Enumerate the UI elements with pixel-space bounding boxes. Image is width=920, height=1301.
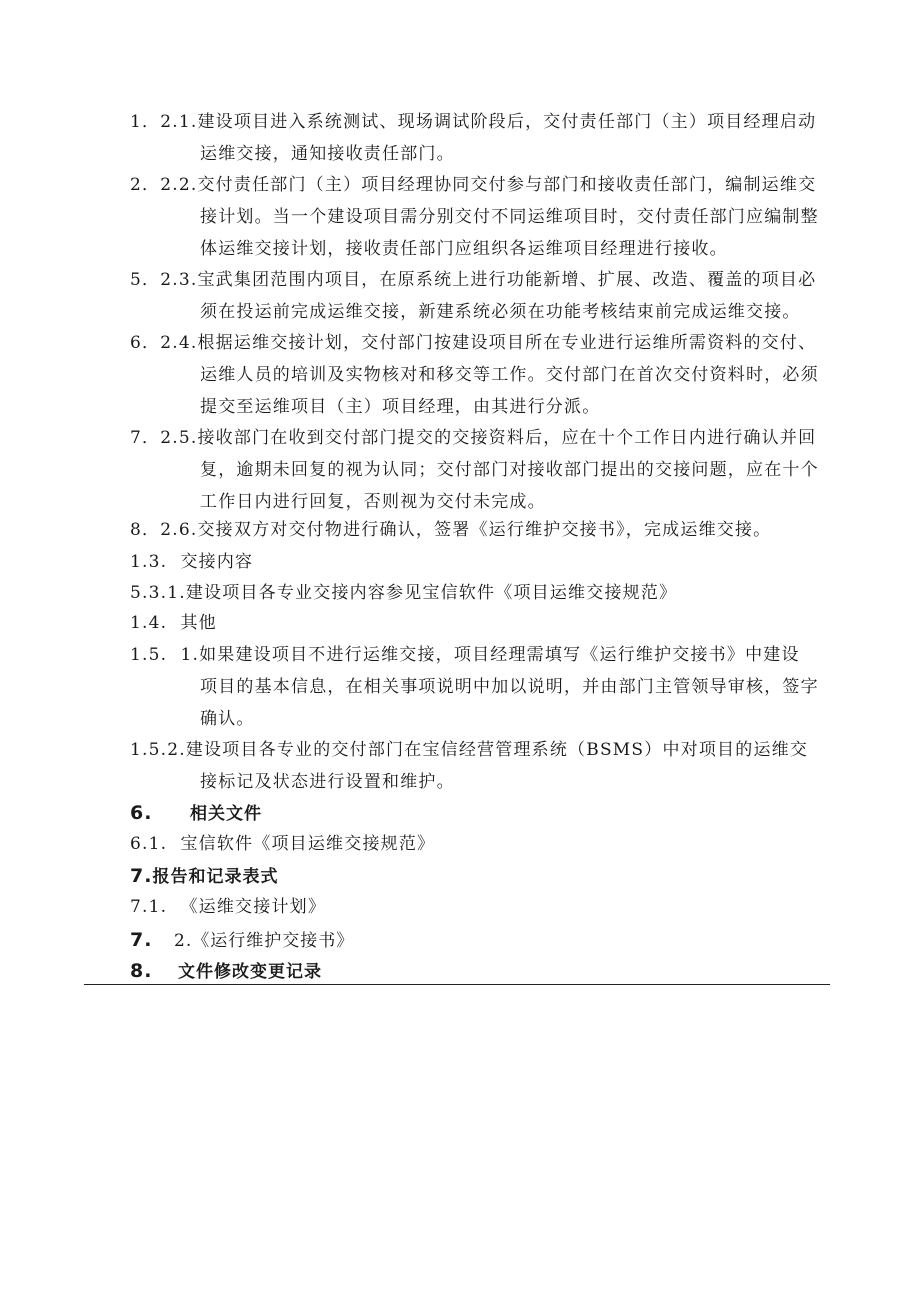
- heading-number: 7.: [130, 865, 153, 887]
- clause-text-line: 须在投运前完成运维交接，新建系统必须在功能考核结束前完成运维交接。: [200, 302, 801, 322]
- section-number: 1.3.: [130, 552, 168, 572]
- clause-2-2: [130, 169, 842, 265]
- clause-text-line: 建设项目各专业交接内容参见宝信软件《项目运维交接规范》: [185, 583, 678, 603]
- clause-text-line: 确认。: [200, 709, 255, 729]
- clause-number: 7．2.5.: [130, 428, 198, 448]
- section-7-1: [130, 891, 842, 923]
- heading-number: 6.: [130, 802, 153, 824]
- heading-number: 7.: [130, 929, 153, 951]
- clause-2-4: [130, 327, 842, 423]
- clause-2-3: [130, 264, 842, 328]
- clause-2-5: [130, 422, 842, 518]
- clause-text-line: 接标记及状态进行设置和维护。: [200, 772, 455, 792]
- clause-number: 2．2.2.: [130, 175, 198, 195]
- section-title: 宝信软件《项目运维交接规范》: [167, 834, 436, 854]
- heading-title: 文件修改变更记录: [178, 962, 322, 982]
- clause-text-line: 复，逾期未回复的视为认同；交付部门对接收部门提出的交接问题，应在十个: [200, 460, 819, 480]
- clause-text-line: 项目的基本信息，在相关事项说明中加以说明，并由部门主管领导审核，签字: [200, 677, 819, 697]
- clause-2-1: [130, 106, 842, 170]
- clause-text-line: 接收部门在收到交付部门提交的交接资料后，应在十个工作日内进行确认并回: [197, 428, 817, 448]
- clause-text-line: 建设项目进入系统测试、现场调试阶段后，交付责任部门（主）项目经理启动: [197, 112, 817, 132]
- heading-title: 报告和记录表式: [152, 867, 279, 887]
- clause-text-line: 建设项目各专业的交付部门在宝信经营管理系统（BSMS）中对项目的运维交: [185, 740, 809, 760]
- heading-reports-records: [130, 860, 278, 893]
- clause-1-5-2: [130, 734, 842, 798]
- section-title: 2.《运行维护交接书》: [174, 931, 355, 951]
- clause-1-5: [130, 639, 842, 735]
- section-1-3: [130, 546, 842, 578]
- clause-text-line: 工作日内进行回复，否则视为交付未完成。: [200, 492, 546, 512]
- section-number: 6.1.: [130, 834, 168, 854]
- section-number: 1.4.: [130, 613, 168, 633]
- heading-title: 相关文件: [190, 804, 262, 824]
- clause-number: 5.3.1.: [130, 583, 186, 603]
- clause-text-line: 接计划。当一个建设项目需分别交付不同运维项目时，交付责任部门应编制整: [200, 207, 819, 227]
- heading-number: 8.: [130, 960, 153, 982]
- clause-number: 1．2.1.: [130, 112, 198, 132]
- heading-related-documents: [130, 797, 262, 830]
- section-1-4: [130, 607, 842, 639]
- clause-text-line: 宝武集团范围内项目，在原系统上进行功能新增、扩展、改造、覆盖的项目必: [197, 270, 817, 290]
- clause-number: 5．2.3.: [130, 270, 198, 290]
- clause-2-6: [130, 514, 842, 546]
- section-6-1: [130, 828, 842, 860]
- clause-number: 1.5.: [130, 645, 168, 665]
- heading-7-item-2: [130, 924, 354, 957]
- clause-text-line: 提交至运维项目（主）项目经理，由其进行分派。: [200, 397, 601, 417]
- clause-text-line: 根据运维交接计划，交付部门按建设项目所在专业进行运维所需资料的交付、: [197, 333, 817, 353]
- clause-text-line: 体运维交接计划，接收责任部门应组织各运维项目经理进行接收。: [200, 239, 728, 259]
- section-number: 7.1.: [130, 897, 168, 917]
- clause-text-line: 运维人员的培训及实物核对和移交等工作。交付部门在首次交付资料时，必须: [200, 365, 819, 385]
- clause-text-line: 交付责任部门（主）项目经理协同交付参与部门和接收责任部门，编制运维交: [197, 175, 817, 195]
- clause-text-line: 运维交接，通知接收责任部门。: [200, 144, 455, 164]
- section-title: 交接内容: [167, 552, 254, 572]
- section-title: 《运维交接计划》: [167, 897, 327, 917]
- clause-text-line: 交接双方对交付物进行确认，签署《运行维护交接书》，完成运维交接。: [197, 520, 772, 540]
- table-top-rule: [84, 984, 830, 985]
- section-title: 其他: [167, 613, 217, 633]
- clause-text-line: 1.如果建设项目不进行运维交接，项目经理需填写《运行维护交接书》中建设: [167, 645, 800, 665]
- clause-number: 8．2.6.: [130, 520, 198, 540]
- clause-number: 6．2.4.: [130, 333, 198, 353]
- clause-number: 1.5.2.: [130, 740, 186, 760]
- clause-3-1: [130, 577, 842, 609]
